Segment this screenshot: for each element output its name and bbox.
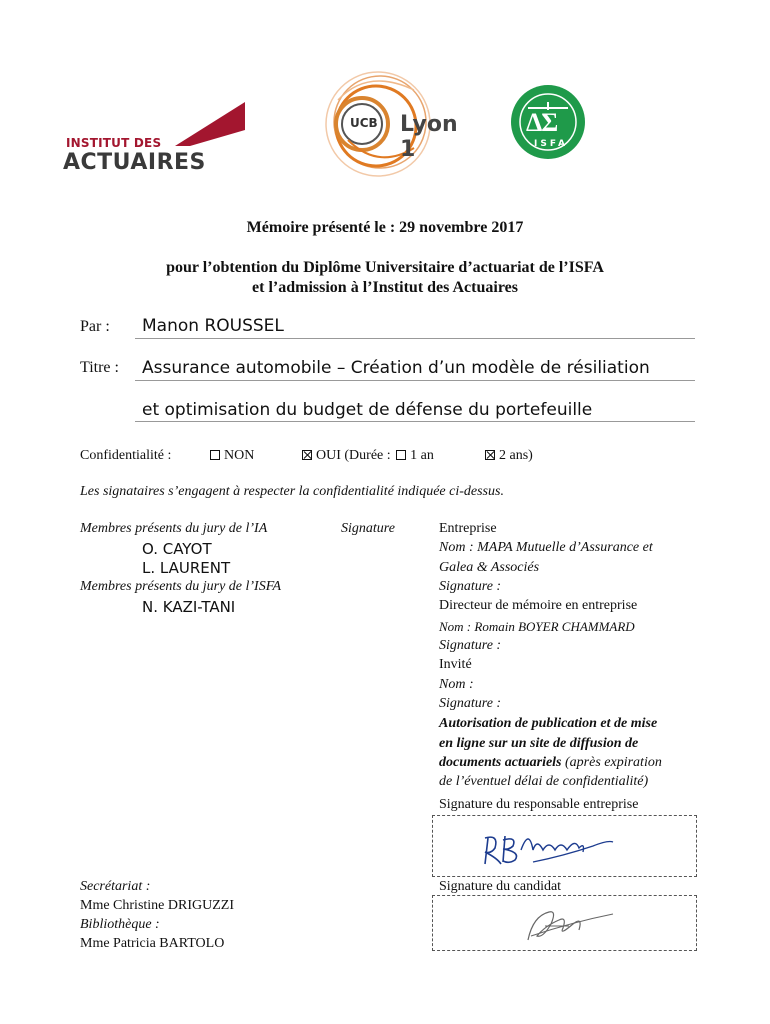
library-name: Mme Patricia BARTOLO <box>80 936 225 951</box>
confidentiality-notice: Les signataires s’engagent à respecter la confidentialité indiquée ci-dessus. <box>80 484 504 499</box>
guest-signature-label: Signature : <box>439 696 502 711</box>
company-name-line2: Galea & Associés <box>439 560 540 575</box>
publication-auth-line4: de l’éventuel délai de confidentialité) <box>439 774 649 789</box>
oui-label: OUI (Durée : <box>316 448 391 463</box>
candidate-signature-label: Signature du candidat <box>439 879 562 894</box>
company-heading: Entreprise <box>439 521 497 536</box>
signature-heading: Signature <box>341 521 395 536</box>
title-field-line1 <box>135 380 695 381</box>
ucbl-text: UCB <box>350 116 378 130</box>
ia-logo-line2: ACTUAIRES <box>63 150 206 175</box>
author-label: Par : <box>80 318 110 335</box>
company-name-line1: Nom : MAPA Mutuelle d’Assurance et <box>439 540 653 555</box>
lyon1-logo <box>318 60 478 200</box>
publication-auth-line2: en ligne sur un site de diffusion de <box>439 736 639 751</box>
confidentiality-non-option[interactable] <box>210 448 254 464</box>
library-label: Bibliothèque : <box>80 917 160 932</box>
isfa-logo <box>510 84 586 160</box>
isfa-jury-heading: Membres présents du jury de l’ISFA <box>80 579 282 594</box>
responsible-handwritten-signature <box>433 816 696 876</box>
ia-jury-heading: Membres présents du jury de l’IA <box>80 521 268 536</box>
non-label: NON <box>224 448 255 463</box>
confidentiality-oui-option[interactable] <box>302 448 434 464</box>
lyon1-text: Lyon 1 <box>400 112 458 162</box>
publication-auth-bold: documents actuariels <box>439 755 562 770</box>
ia-logo-line1: INSTITUT DES <box>66 136 162 150</box>
ia-jury-member: O. CAYOT <box>142 540 212 558</box>
confidentiality-label: Confidentialité : <box>80 448 172 463</box>
author-name: Manon ROUSSEL <box>142 316 284 336</box>
thesis-title-line2: et optimisation du budget de défense du portefeuille <box>142 400 593 420</box>
publication-auth-line3 <box>439 755 662 771</box>
two-years-checkbox[interactable] <box>485 450 495 460</box>
responsible-signature-label: Signature du responsable entreprise <box>439 797 639 812</box>
responsible-signature-box[interactable] <box>432 815 697 877</box>
thesis-title-line1: Assurance automobile – Création d’un modèle de résiliation <box>142 358 650 378</box>
title-label: Titre : <box>80 359 119 376</box>
diploma-purpose-line1: pour l’obtention du Diplôme Universitaire d’actuariat de l’ISFA <box>166 259 604 276</box>
non-checkbox[interactable] <box>210 450 220 460</box>
secretariat-name: Mme Christine DRIGUZZI <box>80 898 234 913</box>
director-heading: Directeur de mémoire en entreprise <box>439 598 638 613</box>
guest-name-label: Nom : <box>439 677 474 692</box>
isfa-symbol: ΔΣ <box>526 108 558 137</box>
oui-checkbox[interactable] <box>302 450 312 460</box>
confidentiality-two-years-option[interactable] <box>485 448 533 464</box>
company-signature-label: Signature : <box>439 579 502 594</box>
publication-auth-italic: (après expiration <box>561 755 662 770</box>
one-year-label: 1 an <box>410 448 434 463</box>
title-field-line2 <box>135 421 695 422</box>
diploma-purpose-line2: et l’admission à l’Institut des Actuaires <box>252 279 518 296</box>
two-years-label: 2 ans) <box>499 448 533 463</box>
candidate-signature-box[interactable] <box>432 895 697 951</box>
director-name: Nom : Romain BOYER CHAMMARD <box>439 619 635 634</box>
ia-jury-member: L. LAURENT <box>142 559 231 577</box>
author-field-line <box>135 338 695 339</box>
director-signature-label: Signature : <box>439 638 502 653</box>
isfa-text: ISFA <box>534 139 568 149</box>
one-year-checkbox[interactable] <box>396 450 406 460</box>
isfa-jury-member: N. KAZI-TANI <box>142 598 236 616</box>
institut-des-actuaires-logo <box>60 100 250 180</box>
guest-heading: Invité <box>439 657 472 672</box>
publication-auth-line1: Autorisation de publication et de mise <box>439 716 658 731</box>
presentation-date: Mémoire présenté le : 29 novembre 2017 <box>246 219 524 236</box>
candidate-handwritten-signature <box>433 896 696 950</box>
secretariat-label: Secrétariat : <box>80 879 151 894</box>
